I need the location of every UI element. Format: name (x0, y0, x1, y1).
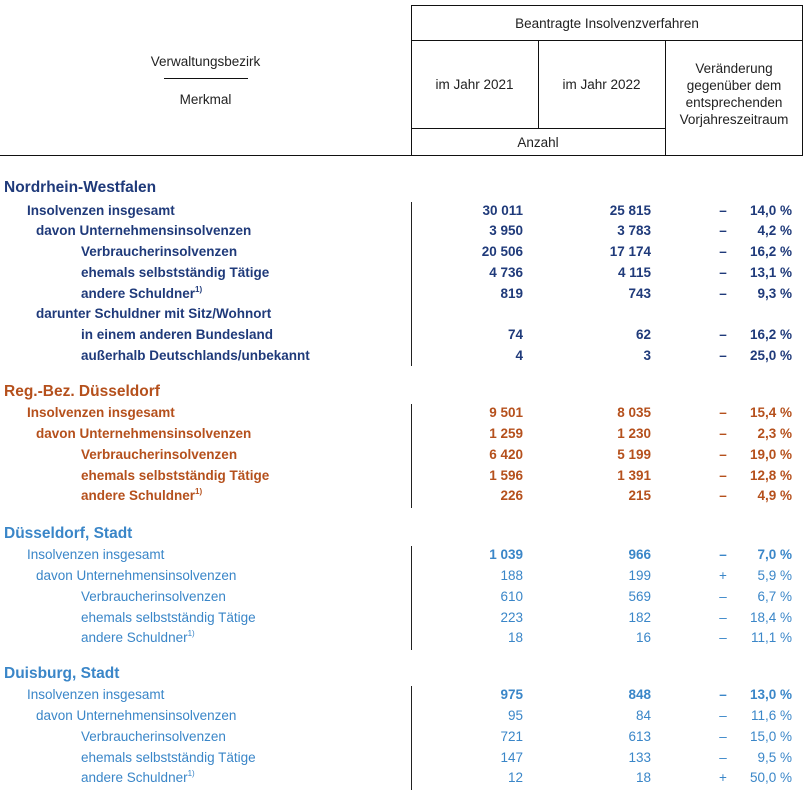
table-row (0, 221, 810, 241)
value-2021: 1 039 (489, 547, 523, 562)
change-percent: 9,3 % (757, 286, 792, 301)
value-2021: 223 (500, 610, 523, 625)
value-2021: 188 (500, 568, 523, 583)
value-2022: 62 (635, 327, 651, 342)
header-unit-label: Anzahl (517, 135, 559, 150)
value-2022: 84 (635, 708, 651, 723)
footnote-marker: 1) (195, 487, 203, 496)
change-percent: 12,8 % (749, 468, 792, 483)
value-2022: 3 783 (617, 223, 651, 238)
header-group-label: Beantragte Insolvenzverfahren (515, 16, 699, 31)
value-2021: 1 596 (489, 468, 523, 483)
change-percent: 6,7 % (757, 589, 792, 604)
value-2021: 226 (500, 488, 523, 503)
row-label: außerhalb Deutschlands/unbekannt (81, 348, 310, 363)
table-row (0, 768, 810, 788)
header-top-rule (411, 5, 803, 6)
change-sign: – (719, 223, 727, 238)
value-2021: 819 (500, 286, 523, 301)
change-sign: – (719, 729, 727, 744)
row-label-text: andere Schuldner (81, 770, 188, 785)
row-label: ehemals selbstständig Tätige (81, 610, 256, 625)
value-2022: 5 199 (617, 447, 651, 462)
change-percent: 2,3 % (757, 426, 792, 441)
row-label: davon Unternehmensinsolvenzen (36, 568, 237, 583)
value-2021: 721 (500, 729, 523, 744)
row-label: Insolvenzen insgesamt (27, 687, 165, 702)
header-group-rule (411, 40, 803, 41)
header-col-2022: im Jahr 2022 (562, 77, 641, 92)
value-2022: 966 (628, 547, 651, 562)
row-label: davon Unternehmensinsolvenzen (36, 708, 237, 723)
row-label: ehemals selbstständig Tätige (81, 468, 270, 483)
change-percent: 11,6 % (750, 708, 792, 723)
value-2022: 1 230 (617, 426, 651, 441)
value-2022: 569 (628, 589, 651, 604)
change-percent: 13,0 % (749, 687, 792, 702)
section-title: Nordrhein-Westfalen (4, 179, 157, 196)
change-sign: – (719, 630, 727, 645)
row-label (81, 768, 195, 788)
value-2021: 74 (507, 327, 523, 342)
value-2022: 215 (628, 488, 651, 503)
section-title: Düsseldorf, Stadt (4, 525, 133, 542)
value-2021: 6 420 (489, 447, 523, 462)
value-2021: 1 259 (489, 426, 523, 441)
change-sign: – (719, 203, 727, 218)
value-2022: 743 (628, 286, 651, 301)
value-2021: 30 011 (482, 203, 523, 218)
change-percent: 5,9 % (757, 568, 792, 583)
change-sign: – (719, 750, 727, 765)
value-2021: 610 (500, 589, 523, 604)
table-row (0, 445, 810, 465)
table-row (0, 748, 810, 768)
row-label: Verbraucherinsolvenzen (81, 589, 226, 604)
change-percent: 25,0 % (749, 348, 792, 363)
row-label: Verbraucherinsolvenzen (81, 244, 238, 259)
row-label (81, 284, 202, 304)
value-2022: 613 (628, 729, 651, 744)
table-row (0, 346, 810, 366)
value-2021: 95 (507, 708, 523, 723)
row-label: darunter Schuldner mit Sitz/Wohnort (36, 306, 272, 321)
value-2022: 4 115 (617, 265, 651, 280)
value-2022: 848 (628, 687, 651, 702)
change-percent: 15,4 % (749, 405, 792, 420)
table-row (0, 486, 810, 506)
row-label: in einem anderen Bundesland (81, 327, 274, 342)
section-title: Duisburg, Stadt (4, 665, 120, 682)
table-row (0, 566, 810, 586)
change-percent: 16,2 % (749, 327, 792, 342)
change-sign: – (719, 610, 727, 625)
change-sign: – (719, 244, 727, 259)
row-label-text: andere Schuldner (81, 286, 196, 301)
header-district-divider (164, 78, 248, 79)
value-2022: 16 (635, 630, 651, 645)
table-row (0, 545, 810, 565)
row-label: davon Unternehmensinsolvenzen (36, 223, 252, 238)
row-label: ehemals selbstständig Tätige (81, 750, 256, 765)
change-sign: – (719, 547, 727, 562)
change-percent: 9,5 % (757, 750, 792, 765)
row-label (81, 486, 202, 506)
header-district-label: Verwaltungsbezirk (150, 54, 261, 69)
value-2021: 3 950 (489, 223, 523, 238)
table-row (0, 685, 810, 705)
change-percent: 15,0 % (749, 729, 792, 744)
table-row (0, 284, 810, 304)
row-label: Insolvenzen insgesamt (27, 405, 175, 420)
row-label: Verbraucherinsolvenzen (81, 729, 226, 744)
table-row (0, 608, 810, 628)
table-row (0, 263, 810, 283)
value-2022: 8 035 (617, 405, 651, 420)
value-2021: 12 (507, 770, 523, 785)
value-2021: 4 736 (489, 265, 523, 280)
value-2022: 182 (628, 610, 651, 625)
change-percent: 4,2 % (757, 223, 792, 238)
row-label: ehemals selbstständig Tätige (81, 265, 270, 280)
change-sign: – (719, 488, 727, 503)
value-2022: 1 391 (617, 468, 651, 483)
row-label: Verbraucherinsolvenzen (81, 447, 238, 462)
change-percent: 11,1 % (750, 630, 792, 645)
table-row (0, 403, 810, 423)
value-2021: 975 (500, 687, 523, 702)
section-title: Reg.-Bez. Düsseldorf (4, 383, 160, 400)
value-2021: 9 501 (489, 405, 523, 420)
change-sign: – (719, 286, 727, 301)
row-label-text: andere Schuldner (81, 488, 196, 503)
table-row (0, 706, 810, 726)
row-label (81, 628, 195, 648)
value-2022: 17 174 (609, 244, 651, 259)
footnote-marker: 1) (187, 769, 195, 778)
table-row (0, 304, 810, 324)
value-2021: 147 (500, 750, 523, 765)
change-sign: – (719, 708, 727, 723)
change-percent: 7,0 % (757, 547, 792, 562)
change-percent: 50,0 % (749, 770, 792, 785)
header-bottom-rule (0, 155, 803, 156)
table-row (0, 242, 810, 262)
value-2022: 199 (628, 568, 651, 583)
change-sign: – (719, 447, 727, 462)
change-sign: – (719, 405, 727, 420)
change-sign: – (719, 426, 727, 441)
value-2022: 25 815 (609, 203, 651, 218)
header-col-2021: im Jahr 2021 (435, 77, 514, 92)
change-percent: 16,2 % (749, 244, 792, 259)
change-sign: – (719, 589, 727, 604)
row-label: davon Unternehmensinsolvenzen (36, 426, 252, 441)
table-row (0, 424, 810, 444)
table-row (0, 201, 810, 221)
row-label: Insolvenzen insgesamt (27, 547, 165, 562)
change-sign: – (719, 265, 727, 280)
change-sign: – (719, 348, 727, 363)
header-feature-label: Merkmal (179, 92, 232, 107)
change-percent: 4,9 % (757, 488, 792, 503)
table-row (0, 587, 810, 607)
header-col-change: Veränderung gegenüber dem entsprechenden Vorjahreszeitraum (679, 61, 789, 127)
change-percent: 18,4 % (749, 610, 792, 625)
table-row (0, 325, 810, 345)
value-2022: 18 (635, 770, 651, 785)
table-row (0, 628, 810, 648)
change-sign: + (719, 568, 727, 583)
value-2022: 3 (643, 348, 651, 363)
change-percent: 13,1 % (749, 265, 792, 280)
value-2022: 133 (628, 750, 651, 765)
value-2021: 4 (515, 348, 523, 363)
change-percent: 14,0 % (749, 203, 792, 218)
footnote-marker: 1) (195, 285, 203, 294)
table-row (0, 727, 810, 747)
change-sign: – (719, 687, 727, 702)
footnote-marker: 1) (187, 629, 195, 638)
table-row (0, 466, 810, 486)
change-sign: – (719, 327, 727, 342)
change-sign: + (719, 770, 727, 785)
value-2021: 18 (507, 630, 523, 645)
row-label: Insolvenzen insgesamt (27, 203, 175, 218)
change-sign: – (719, 468, 727, 483)
change-percent: 19,0 % (749, 447, 792, 462)
row-label-text: andere Schuldner (81, 630, 188, 645)
header-divider-3 (665, 40, 666, 156)
value-2021: 20 506 (481, 244, 523, 259)
